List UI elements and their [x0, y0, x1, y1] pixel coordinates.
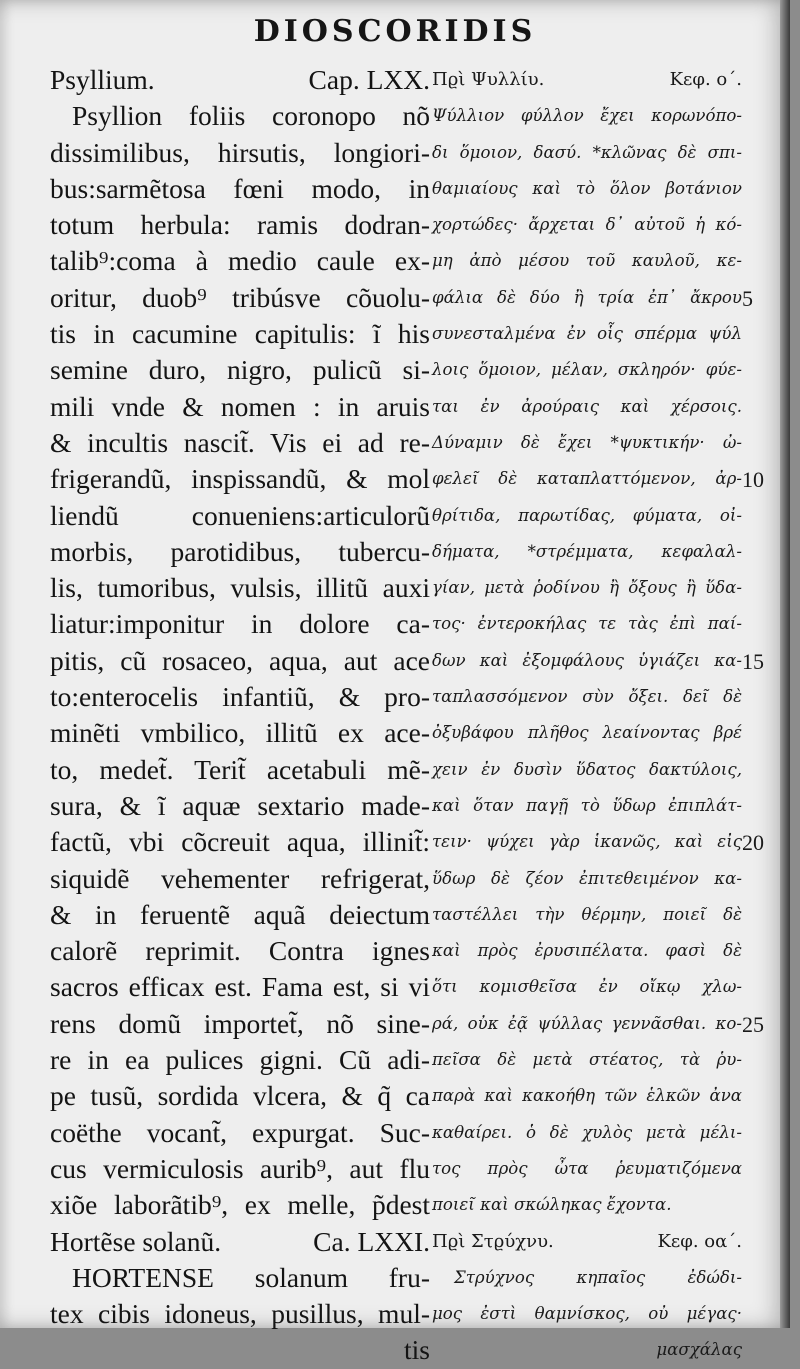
text-line: morbis, parotidibus, tubercu- — [50, 535, 430, 567]
text-line: Στρύχνος κηπαῖος ἐδώδι- — [454, 1267, 742, 1287]
text-line: factũ, vbi cõcreuit aqua, illinit̃: — [50, 826, 430, 858]
greek-chapter-heading — [432, 1224, 742, 1260]
chapter-number: Κεφ. ο΄. — [669, 69, 742, 90]
text-line: semine duro, nigro, pulicũ si- — [50, 354, 430, 386]
text-line: talib⁹:coma à medio caule ex- — [50, 245, 430, 277]
margin-number: 10 — [742, 467, 764, 493]
text-line: τειν· ψύχει γὰρ ἱκανῶς, καὶ εἰς — [432, 832, 742, 852]
text-line: ταστέλλει τὴν θέρμην, ποιεῖ δὲ — [432, 904, 742, 924]
text-line: pitis, cũ rosaceo, aqua, aut ace — [50, 644, 430, 676]
text-line: ταπλασσόμενον σὺν ὄξει. δεῖ δὲ — [432, 687, 742, 707]
text-line: πεῖσα δὲ μετὰ στέατος, τὰ ῥυ- — [432, 1050, 742, 1070]
text-line: Ψύλλιον φύλλον ἔχει κορωνόπο- — [432, 106, 742, 126]
text-line: liendũ conueniens:articulorũ — [50, 499, 430, 531]
text-line: tex cibis idoneus, pusillus, mul- — [50, 1298, 430, 1330]
latin-chapter-heading — [50, 1224, 430, 1260]
text-line: δήματα, *στρέμματα, κεφαλαλ- — [432, 541, 742, 561]
text-line: pe tusũ, sordida vlcera, & q̃ ca — [50, 1080, 430, 1112]
text-line: oritur, duob⁹ tribúsve cõuolu- — [50, 281, 430, 313]
text-line: καὶ πρὸς ἐρυσιπέλατα. φασὶ δὲ — [432, 941, 742, 961]
text-line: xiõe laborãtib⁹, ex melle, p̃dest — [50, 1189, 430, 1221]
text-line: καὶ ὅταν παγῇ τὸ ὕδωρ ἐπιπλάτ- — [432, 795, 742, 815]
text-line: χειν ἐν δυσὶν ὕδατος δακτύλοις, — [432, 759, 742, 779]
greek-chapter-heading — [432, 62, 742, 98]
chapter-title: Πϱὶ Ψυλλίυ. — [432, 69, 545, 90]
chapter-title: Πϱὶ Στϱύχνυ. — [432, 1230, 554, 1252]
text-line: & in feruentẽ aquã deiectum — [50, 898, 430, 930]
text-line: totum herbula: ramis dodran- — [50, 209, 430, 241]
margin-number: 5 — [742, 285, 753, 311]
text-line: Psyllion foliis coronopo nõ — [72, 100, 430, 132]
text-line: frigerandũ, inspissandũ, & mol — [50, 463, 430, 495]
text-line: παρὰ καὶ κακοήθη τῶν ἑλκῶν ἀνα — [432, 1086, 742, 1106]
greek-chapter-text — [432, 98, 742, 1223]
greek-column — [432, 62, 742, 1369]
text-line: συνεσταλμένα ἐν οἷς σπέρμα ψύλ — [432, 324, 742, 344]
text-line: μος ἐστὶ θαμνίσκος, οὐ μέγας· — [432, 1304, 742, 1324]
text-line: χορτώδες· ἄρχεται δ᾽ αὐτοῦ ἡ κό- — [432, 215, 742, 235]
text-line: τος πρὸς ὦτα ῥευματιζόμενα — [432, 1158, 742, 1178]
text-line: HORTENSE solanum fru- — [72, 1261, 430, 1293]
running-head: DIOSCORIDIS — [253, 14, 537, 49]
margin-number: 20 — [742, 830, 764, 856]
text-line: dissimilibus, hirsutis, longiori- — [50, 136, 430, 168]
text-line: cus vermiculosis aurib⁹, aut flu — [50, 1152, 430, 1184]
latin-chapter-text — [50, 1260, 430, 1369]
chapter-title: Hortẽse solanũ. — [50, 1225, 222, 1257]
text-line: sacros efficax est. Fama est, si vi — [50, 971, 430, 1003]
text-line: μη ἀπὸ μέσου τοῦ καυλοῦ, κε- — [432, 251, 742, 271]
text-line: lis, tumoribus, vulsis, illitũ auxi — [50, 572, 430, 604]
text-line: ὀξυβάφου πλῆθος λεαίνοντας βρέ — [432, 723, 742, 743]
text-line: bus:sarmẽtosa fœni modo, in — [50, 172, 430, 204]
text-line: tis in cacumine capitulis: ĩ his — [50, 318, 430, 350]
page-spine-shadow — [780, 0, 790, 1328]
chapter-number: Ca. LXXI. — [313, 1225, 430, 1257]
text-line: sura, & ĩ aquæ sextario made- — [50, 789, 430, 821]
text-line: μασχάλας — [656, 1340, 742, 1360]
text-line: ὕδωρ δὲ ζέον ἐπιτεθειμένον κα- — [432, 868, 742, 888]
latin-chapter-heading — [50, 62, 430, 98]
chapter-number: Cap. LXX. — [308, 64, 430, 95]
latin-column — [50, 62, 430, 1369]
text-line: re in ea pulices gigni. Cũ adi- — [50, 1044, 430, 1076]
text-line: minẽti vmbilico, illitũ ex ace- — [50, 717, 430, 749]
text-line: ται ἐν ἀρούραις καὶ χέρσοις. — [432, 396, 742, 416]
text-line: calorẽ reprimit. Contra ignes — [50, 935, 430, 967]
text-line: λοις ὅμοιον, μέλαν, σκληρόν· φύε- — [432, 360, 742, 380]
text-line: φελεῖ δὲ καταπλαττόμενον, ἀρ- — [432, 469, 742, 489]
margin-number: 25 — [742, 1011, 764, 1037]
text-line: γίαν, μετὰ ῥοδίνου ἢ ὄξους ἢ ὕδα- — [432, 578, 742, 598]
latin-chapter-text — [50, 98, 430, 1223]
text-line: siquidẽ vehementer refrigerat, — [50, 862, 430, 894]
text-line: coëthe vocant̃, expurgat. Suc- — [50, 1116, 430, 1148]
text-line: καθαίρει. ὁ δὲ χυλὸς μετὰ μέλι- — [432, 1122, 742, 1142]
text-line: δων καὶ ἐξομφάλους ὑγιάζει κα- — [432, 650, 742, 670]
text-line: to, medet̃. Terit̃ acetabuli mẽ- — [50, 753, 430, 785]
text-line: tis — [404, 1334, 430, 1366]
text-line: ποιεῖ καὶ σκώληκας ἔχοντα. — [432, 1195, 672, 1215]
text-line: ὅτι κομισθεῖσα ἐν οἴκῳ χλω- — [432, 977, 742, 997]
text-line: τος· ἐντεροκήλας τε τὰς ἐπὶ παί- — [432, 614, 742, 634]
text-line: ρά, οὐκ ἐᾷ ψύλλας γεννᾶσθαι. κο- — [432, 1013, 742, 1033]
chapter-number: Κεφ. οα΄. — [657, 1230, 742, 1252]
text-line: & incultis nascit̃. Vis ei ad re- — [50, 426, 430, 458]
text-line: φάλια δὲ δύο ἢ τρία ἐπ᾽ ἄκρου — [432, 287, 742, 307]
text-line: liatur:imponitur in dolore ca- — [50, 608, 430, 640]
text-line: mili vnde & nomen : in aruis — [50, 390, 430, 422]
text-line: θρίτιδα, παρωτίδας, φύματα, οἰ- — [432, 505, 742, 525]
margin-number: 15 — [742, 648, 764, 674]
text-line: δι ὅμοιον, δασύ. *κλῶνας δὲ σπι- — [432, 142, 742, 162]
text-line: rens domũ importet̃, nõ sine- — [50, 1007, 430, 1039]
greek-chapter-text — [432, 1260, 742, 1369]
chapter-title: Psyllium. — [50, 64, 155, 95]
text-line: Δύναμιν δὲ ἔχει *ψυκτικήν· ὠ- — [432, 432, 742, 452]
text-line: to:enterocelis infantiũ, & pro- — [50, 681, 430, 713]
text-line: θαμιαίους καὶ τὸ ὅλον βοτάνιον — [432, 178, 742, 198]
